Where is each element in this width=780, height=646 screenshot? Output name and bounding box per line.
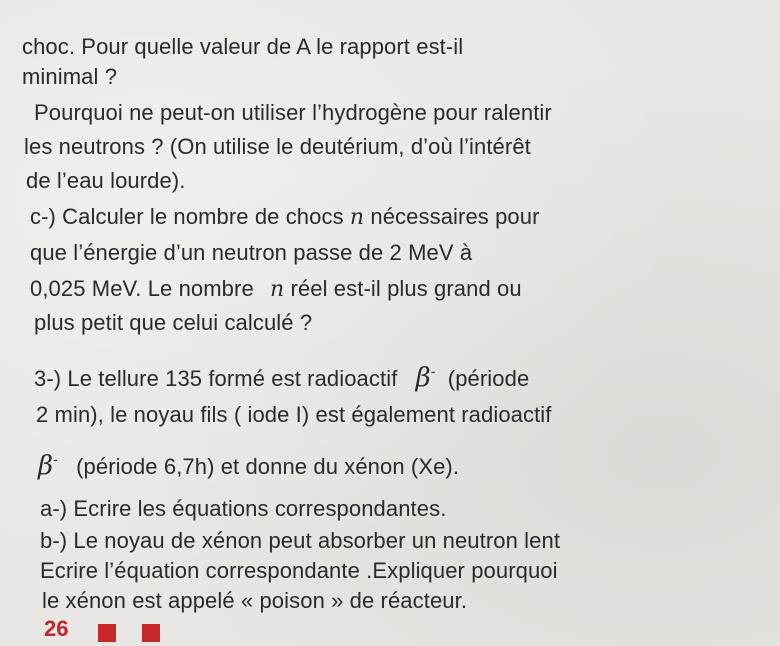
text-line: b-) Le noyau de xénon peut absorber un neutron lent: [40, 528, 561, 553]
text-line: [34, 358, 529, 392]
beta-symbol: β: [415, 363, 431, 393]
variable-n: n: [349, 205, 365, 230]
page-number: 26: [44, 616, 69, 641]
beta-symbol: β: [38, 451, 54, 481]
beta-minus-superscript: -: [430, 363, 436, 379]
text-line: Ecrire l’équation correspondante .Expliquer pourquoi: [40, 558, 558, 583]
text-line: plus petit que celui calculé ?: [34, 310, 313, 335]
text-line: Pourquoi ne peut-on utiliser l’hydrogène pour ralentir: [34, 100, 552, 125]
line-segment: 3-) Le tellure 135 formé est radioactif: [34, 366, 398, 391]
decorative-square: [98, 624, 116, 642]
line-segment: c-) Calculer le nombre de chocs: [30, 204, 344, 229]
text-line: de l’eau lourde).: [26, 168, 186, 193]
text-line: a-) Ecrire les équations correspondantes.: [40, 496, 447, 521]
variable-n: n: [270, 277, 285, 302]
beta-minus-superscript: -: [53, 451, 58, 467]
text-line: [30, 276, 522, 303]
text-line: le xénon est appelé « poison » de réacteur.: [42, 588, 468, 613]
line-segment: (période: [447, 366, 530, 391]
decorative-square: [142, 624, 160, 642]
text-line: [30, 204, 540, 231]
line-segment: nécessaires pour: [370, 204, 540, 229]
text-line: minimal ?: [22, 64, 118, 89]
line-segment: réel est-il plus grand ou: [290, 276, 522, 301]
text-line: choc. Pour quelle valeur de A le rapport est-il: [22, 34, 464, 59]
text-line: que l’énergie d’un neutron passe de 2 MeV à: [30, 240, 473, 265]
text-line: 2 min), le noyau fils ( iode I) est également radioactif: [36, 402, 552, 427]
line-segment: 0,025 MeV. Le nombre: [30, 276, 254, 301]
text-line: [38, 446, 459, 480]
text-line: les neutrons ? (On utilise le deutérium, d’où l’intérêt: [24, 134, 531, 159]
line-segment: (période 6,7h) et donne du xénon (Xe).: [76, 454, 460, 479]
